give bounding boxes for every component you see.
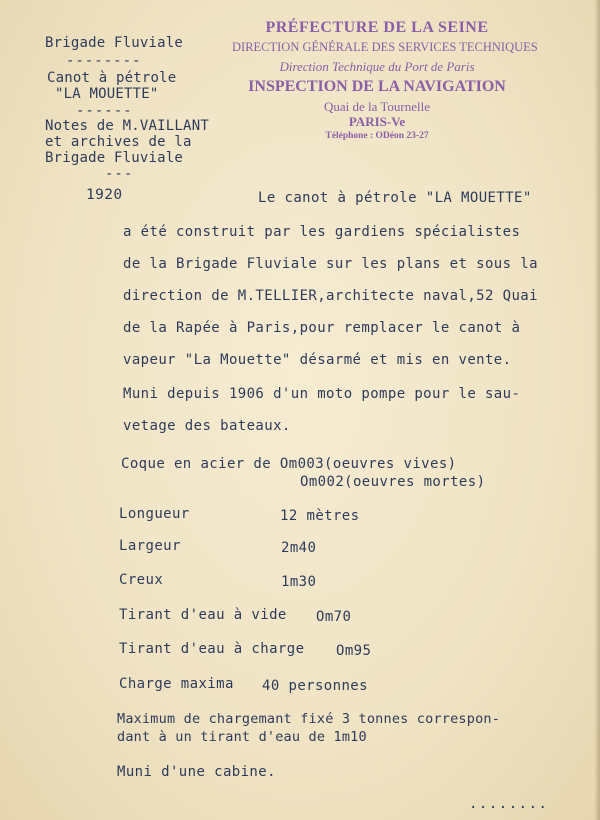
- spec-label-longueur: Longueur: [119, 506, 190, 522]
- max-load-line-2: dant à un tirant d'eau de 1m10: [117, 729, 367, 745]
- header-canot-line1: Canot à pétrole: [47, 70, 177, 86]
- body-line-7: Muni depuis 1906 d'un moto pompe pour le sau-: [123, 386, 521, 402]
- header-separator-2: ------: [76, 103, 133, 119]
- header-notes-line2: et archives de la: [45, 134, 192, 150]
- spec-label-charge-maxima: Charge maxima: [119, 676, 234, 692]
- body-line-6: vapeur "La Mouette" désarmé et mis en vente.: [123, 352, 512, 368]
- header-canot-line2: "LA MOUETTE": [55, 86, 159, 102]
- body-line-1: Le canot à pétrole "LA MOUETTE": [258, 190, 532, 206]
- cabin-line: Muni d'une cabine.: [117, 764, 276, 780]
- spec-value-charge-maxima: 40 personnes: [262, 678, 368, 694]
- body-line-5: de la Rapée à Paris,pour remplacer le canot à: [123, 320, 521, 336]
- stamp-city: PARIS-Ve: [348, 113, 406, 129]
- paper-edge-shadow: [594, 0, 600, 820]
- header-brigade: Brigade Fluviale: [45, 35, 184, 51]
- spec-label-creux: Creux: [119, 572, 164, 588]
- closing-dots: ........: [469, 796, 549, 812]
- max-load-line-1: Maximum de chargemant fixé 3 tonnes correspon-: [117, 711, 501, 727]
- spec-value-tirant-vide: Om70: [316, 609, 352, 625]
- spec-value-longueur: 12 mètres: [280, 508, 360, 524]
- header-separator-3: ---: [105, 166, 134, 182]
- hull-line-1: Coque en acier de Om003(oeuvres vives): [121, 456, 457, 472]
- stamp-inspection: INSPECTION DE LA NAVIGATION: [248, 77, 506, 95]
- spec-label-tirant-vide: Tirant d'eau à vide: [119, 607, 287, 623]
- year: 1920: [86, 187, 123, 203]
- header-notes-line3: Brigade Fluviale: [45, 150, 184, 166]
- stamp-telephone: Téléphone : ODéon 23-27: [325, 130, 429, 141]
- spec-label-tirant-charge: Tirant d'eau à charge: [119, 641, 305, 657]
- header-separator-1: --------: [66, 53, 142, 69]
- hull-line-2: Om002(oeuvres mortes): [300, 474, 486, 490]
- stamp-direction-generale: DIRECTION GÉNÉRALE DES SERVICES TECHNIQUES: [232, 40, 538, 54]
- spec-value-largeur: 2m40: [281, 540, 317, 556]
- prefecture-stamp: [232, 19, 538, 141]
- stamp-direction-technique: Direction Technique du Port de Paris: [279, 58, 475, 74]
- body-line-3: de la Brigade Fluviale sur les plans et sous la: [123, 256, 538, 272]
- spec-value-tirant-charge: Om95: [336, 643, 372, 659]
- stamp-prefecture: PRÉFECTURE DE LA SEINE: [265, 19, 489, 36]
- body-line-8: vetage des bateaux.: [123, 418, 291, 434]
- spec-label-largeur: Largeur: [119, 538, 181, 554]
- spec-value-creux: 1m30: [281, 574, 317, 590]
- body-line-2: a été construit par les gardiens spécialistes: [123, 224, 521, 240]
- header-notes-line1: Notes de M.VAILLANT: [45, 118, 209, 134]
- stamp-address: Quai de la Tournelle: [323, 98, 431, 114]
- body-line-4: direction de M.TELLIER,architecte naval,52 Quai: [123, 288, 538, 304]
